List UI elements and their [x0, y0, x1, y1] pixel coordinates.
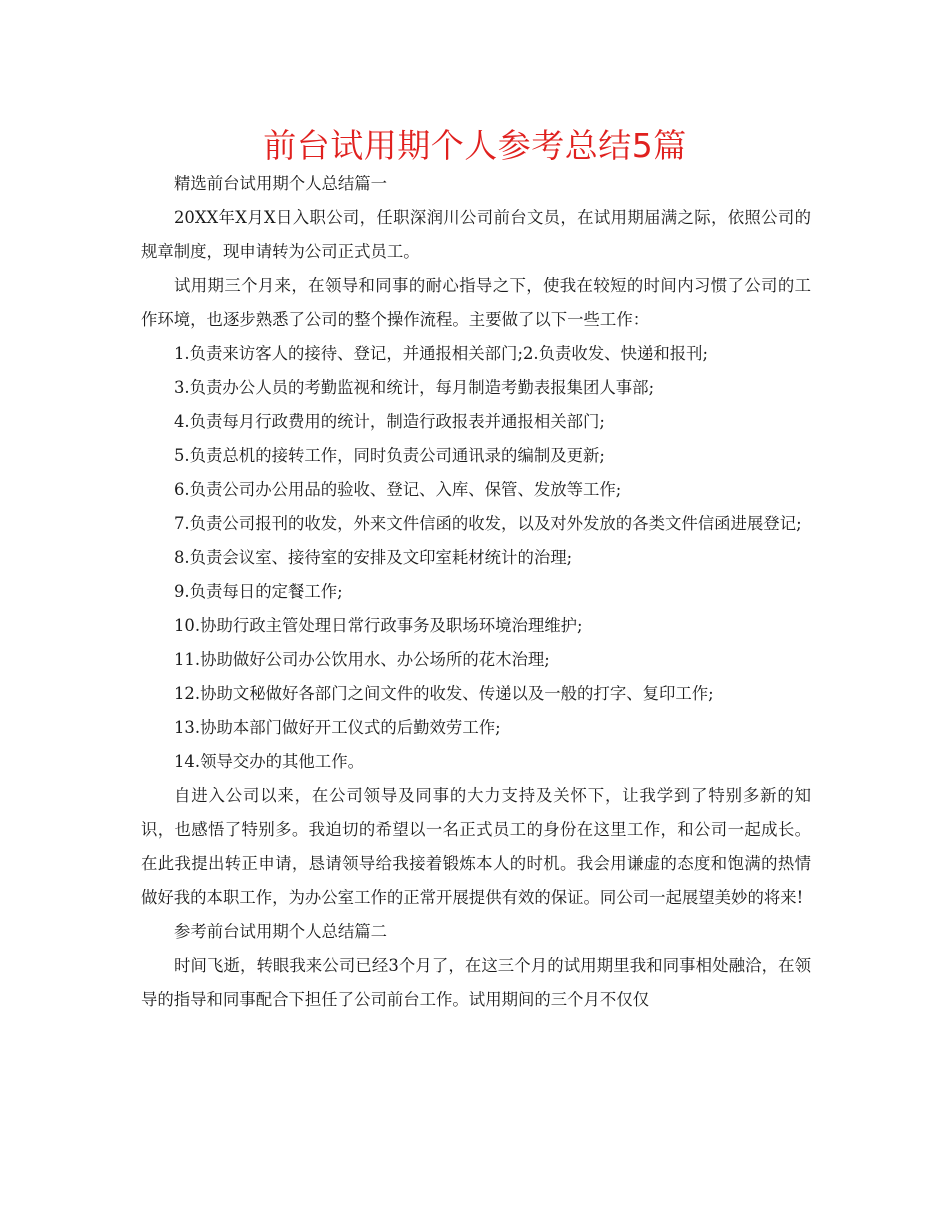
paragraph: 20XX年X月X日入职公司，任职深润川公司前台文员，在试用期届满之际，依照公司的规章制度，现申请转为公司正式员工。	[141, 208, 811, 261]
document-title: 前台试用期个人参考总结5篇	[263, 126, 687, 165]
paragraph: 自进入公司以来，在公司领导及同事的大力支持及关怀下，让我学到了特别多新的知识，也感悟了特别多。我迫切的希望以一名正式员工的身份在这里工作，和公司一起成长。在此我提出转正申请，恳请领导给我接着锻炼本人的时机。我会用谦虚的态度和饱满的热情做好我的本职工作，为办公室工作的正常开展提供有效的保证。同公司一起展望美妙的将来!	[141, 786, 811, 907]
paragraph: 时间飞逝，转眼我来公司已经3个月了，在这三个月的试用期里我和同事相处融洽，在领导的指导和同事配合下担任了公司前台工作。试用期间的三个月不仅仅	[141, 956, 811, 1009]
list-item: 5.负责总机的接转工作，同时负责公司通讯录的编制及更新;	[174, 446, 605, 465]
document-body	[141, 167, 811, 1017]
list-item: 1.负责来访客人的接待、登记，并通报相关部门;2.负责收发、快递和报刊;	[174, 344, 709, 363]
list-item: 13.协助本部门做好开工仪式的后勤效劳工作;	[174, 718, 501, 737]
list-item: 7.负责公司报刊的收发，外来文件信函的收发，以及对外发放的各类文件信函进展登记;	[174, 514, 802, 533]
paragraph: 试用期三个月来，在领导和同事的耐心指导之下，使我在较短的时间内习惯了公司的工作环境，也逐步熟悉了公司的整个操作流程。主要做了以下一些工作：	[141, 276, 811, 329]
list-item: 10.协助行政主管处理日常行政事务及职场环境治理维护;	[174, 616, 583, 635]
list-item: 11.协助做好公司办公饮用水、办公场所的花木治理;	[174, 650, 550, 669]
list-item: 6.负责公司办公用品的验收、登记、入库、保管、发放等工作;	[174, 480, 622, 499]
section-heading-2: 参考前台试用期个人总结篇二	[174, 922, 388, 941]
list-item: 9.负责每日的定餐工作;	[174, 582, 343, 601]
list-item: 12.协助文秘做好各部门之间文件的收发、传递以及一般的打字、复印工作;	[174, 684, 714, 703]
list-item: 14.领导交办的其他工作。	[174, 752, 364, 771]
list-item: 8.负责会议室、接待室的安排及文印室耗材统计的治理;	[174, 548, 573, 567]
section-heading-1: 精选前台试用期个人总结篇一	[174, 174, 388, 193]
list-item: 3.负责办公人员的考勤监视和统计，每月制造考勤表报集团人事部;	[174, 378, 655, 397]
list-item: 4.负责每月行政费用的统计，制造行政报表并通报相关部门;	[174, 412, 605, 431]
